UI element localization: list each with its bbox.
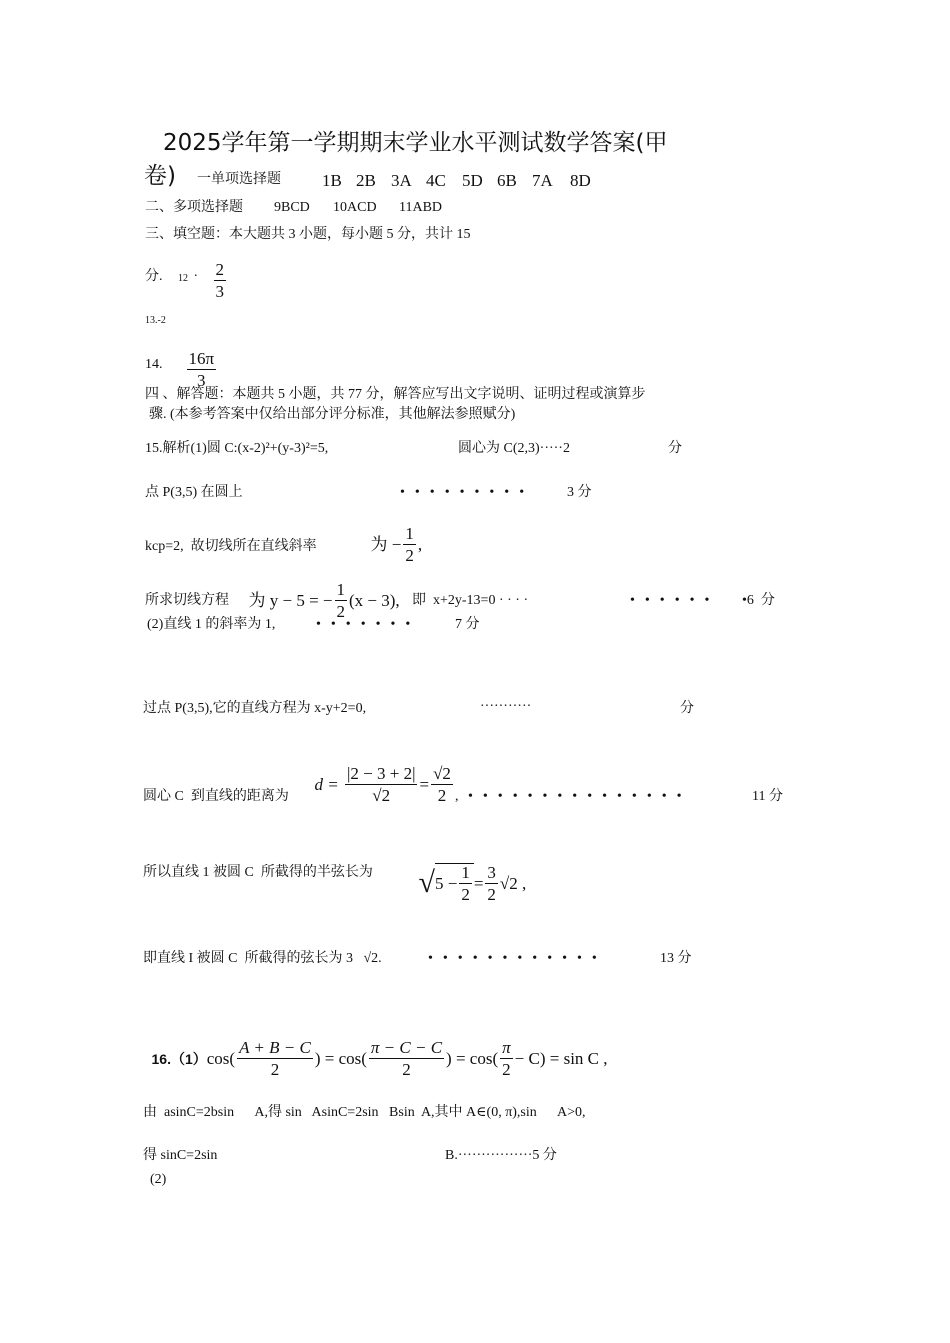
answer: 10ACD xyxy=(333,200,377,215)
denominator: 2 xyxy=(461,885,470,904)
numerator: A + B − C xyxy=(239,1038,311,1057)
formula-text: ) = cos( xyxy=(314,1049,367,1068)
numerator: √2 xyxy=(433,764,451,783)
q16-line2: 由 asinC=2bsin A,得 sin AsinC=2sin Bsin A,其中 A∈(0, π),sin A>0, xyxy=(143,1105,586,1120)
q12-sep: . xyxy=(194,265,198,280)
q14-fraction xyxy=(176,333,218,389)
distance-formula xyxy=(306,748,455,804)
numerator: 1 xyxy=(405,524,414,543)
q16-line3: 得 sinC=2sin xyxy=(143,1148,218,1163)
answer: 8D xyxy=(570,171,591,190)
numerator: |2 − 3 + 2| xyxy=(346,764,416,783)
numerator: 1 xyxy=(461,863,470,882)
q12-number: 12 xyxy=(178,273,188,284)
q14-number: 14. xyxy=(145,357,163,372)
denominator: 3 xyxy=(197,371,206,390)
formula-text: 为 − xyxy=(370,535,402,554)
q15-line7: 圆心 C 到直线的距离为 xyxy=(143,789,289,804)
denominator: 2 xyxy=(336,602,346,621)
section4-note: 骤. (本参考答案中仅给出部分评分标准，其他解法参照赋分) xyxy=(149,407,516,422)
q16-formula xyxy=(143,1022,608,1078)
leader-dots: •••••• xyxy=(630,593,720,608)
tangent-result: 即 x+2y-13=0 · · · · xyxy=(412,593,529,608)
numerator: 3 xyxy=(487,862,496,882)
answer: 4C xyxy=(426,171,446,190)
q12-fraction xyxy=(203,244,228,300)
answer: 6B xyxy=(497,171,517,190)
question-number: 16.（1） xyxy=(151,1050,207,1067)
section3-label: 三、填空题：本大题共 3 小题，每小题 5 分，共计 15 xyxy=(145,227,471,242)
formula-text: √2 , xyxy=(499,873,527,893)
denominator: 2 xyxy=(502,1060,511,1079)
denominator: √2 xyxy=(372,786,391,805)
q15-part2: (2)直线 1 的斜率为 1, xyxy=(147,617,276,632)
formula-text: = xyxy=(419,775,430,794)
numerator: π xyxy=(502,1038,511,1057)
q15-line1-b: 圆心为 C(2,3)·····2 xyxy=(458,441,570,456)
section1-label: 一单项选择题 xyxy=(197,172,281,187)
section3-cont: 分. xyxy=(145,269,163,284)
q16-part2: (2) xyxy=(150,1172,167,1187)
denominator: 2 xyxy=(270,1060,280,1079)
q13-answer: 13.-2 xyxy=(145,315,166,326)
q15-line8: 所以直线 1 被圆 C 所截得的半弦长为 xyxy=(143,865,373,880)
q15-line6: 过点 P(3,5),它的直线方程为 x-y+2=0, xyxy=(143,701,367,716)
formula-text: , xyxy=(455,789,459,804)
denominator: 2 xyxy=(405,546,414,565)
answer: 1B xyxy=(322,171,342,190)
answer: 7A xyxy=(532,171,553,190)
score: 13 分 xyxy=(660,951,692,966)
denominator: 2 xyxy=(402,1060,411,1079)
denominator: 2 xyxy=(487,884,496,904)
leader-dots: •••••••••••• xyxy=(428,951,607,966)
numerator: 1 xyxy=(336,580,346,599)
q15-line1: 15.解析(1)圆 C:(x-2)²+(y-3)²=5, xyxy=(145,441,329,456)
q15-line2: 点 P(3,5) 在圆上 xyxy=(145,485,243,500)
leader-dots: ··········· xyxy=(480,699,532,714)
answer: 2B xyxy=(356,171,376,190)
answer: 11ABD xyxy=(399,200,443,215)
section2-label: 二、多项选择题 xyxy=(145,200,243,215)
sqrt-sign: √ xyxy=(418,866,435,899)
denominator: 2 xyxy=(437,786,447,805)
score: 11 分 xyxy=(752,789,783,804)
half-chord-formula xyxy=(410,846,526,903)
score: •6 分 xyxy=(742,593,775,608)
leader-dots: ••••••• xyxy=(316,617,421,632)
q15-line3: kcp=2, 故切线所在直线斜率 xyxy=(145,539,317,554)
section4-label: 四 、解答题：本题共 5 小题，共 77 分，解答应写出文字说明、证明过程或演算步 xyxy=(145,387,646,402)
score: 分 xyxy=(668,441,682,456)
answer: 9BCD xyxy=(274,200,310,215)
score: 3 分 xyxy=(567,485,592,500)
leader-dots: ••••••••••••••• xyxy=(468,789,692,804)
formula-text: ) = cos( xyxy=(446,1049,499,1068)
formula-text: , xyxy=(417,535,423,554)
q15-line9: 即直线 I 被圆 C 所截得的弦长为 3 √2. xyxy=(143,951,382,966)
answer: 5D xyxy=(462,171,483,190)
formula-text: cos( xyxy=(206,1049,236,1068)
numerator: 2 xyxy=(215,260,224,279)
formula-text: 为 y − 5 = − xyxy=(248,591,333,610)
numerator: 16π xyxy=(188,349,215,368)
formula-text: d = xyxy=(314,775,339,794)
numerator: π − C − C xyxy=(370,1038,443,1057)
denominator: 3 xyxy=(215,282,224,301)
formula-text: 5 − xyxy=(434,874,458,893)
q16-line3-b: B.················5 分 xyxy=(445,1148,557,1163)
formula-text: (x − 3), xyxy=(349,591,400,610)
score: 分 xyxy=(680,701,694,716)
slope-formula xyxy=(362,508,422,564)
q15-line4: 所求切线方程 xyxy=(145,593,229,608)
tangent-formula xyxy=(240,564,400,620)
leader-dots: ••••••••• xyxy=(400,485,535,500)
answer: 3A xyxy=(391,171,412,190)
doc-title-cont: 卷) xyxy=(144,163,176,189)
score: 7 分 xyxy=(455,617,480,632)
formula-text: = xyxy=(473,873,484,893)
doc-title: 2025学年第一学期期末学业水平测试数学答案(甲 xyxy=(163,130,668,156)
formula-text: − C) = sin C , xyxy=(514,1049,608,1068)
